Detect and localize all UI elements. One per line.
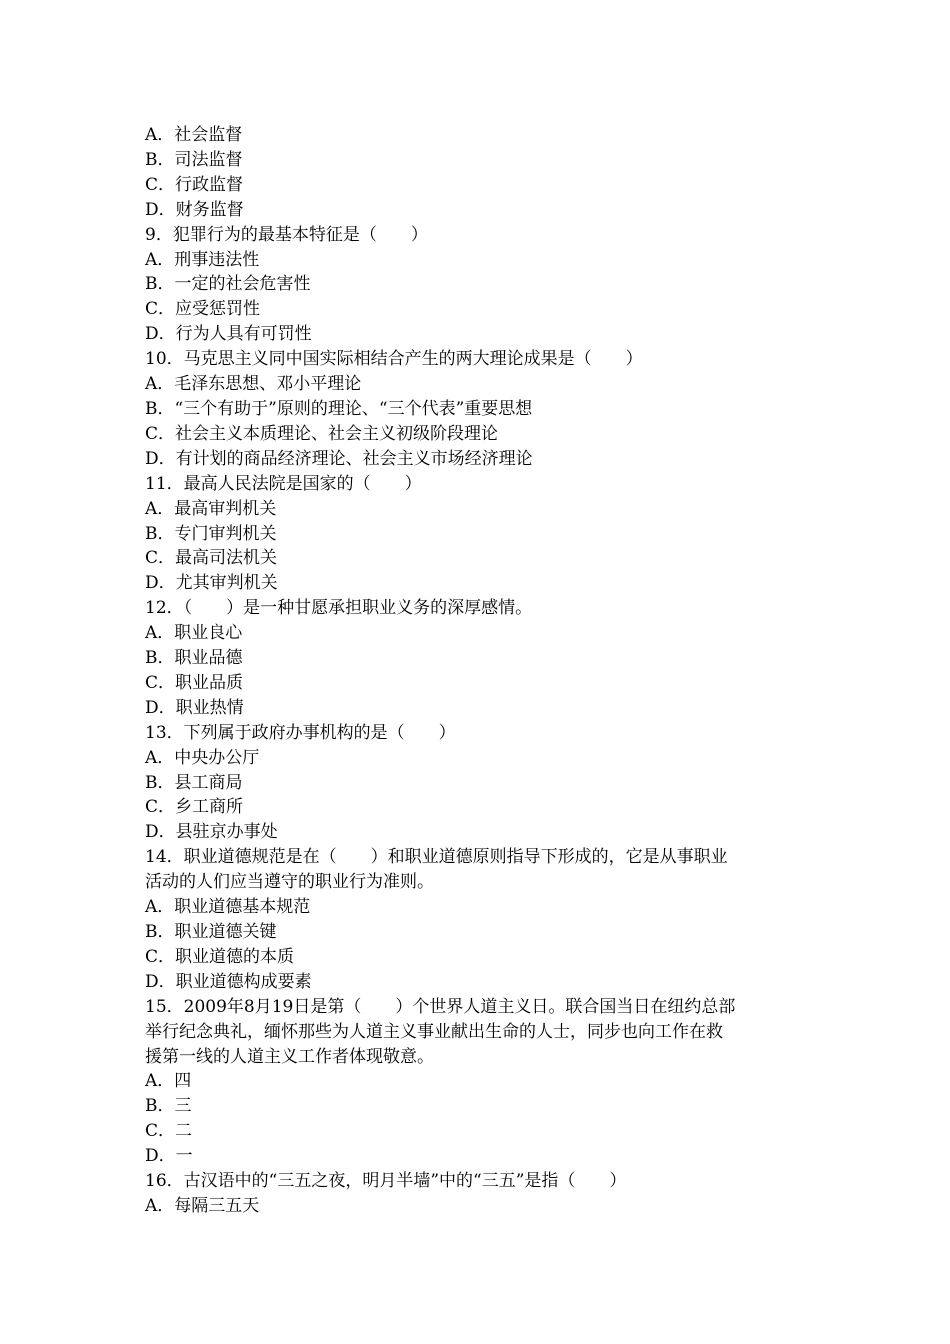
question-9 xyxy=(145,223,825,348)
option-line: A．每隔三五天 xyxy=(145,1195,260,1216)
option-line: A．职业道德基本规范 xyxy=(145,897,311,918)
option-line: D．职业道德构成要素 xyxy=(145,971,312,992)
question-stem: 9．犯罪行为的最基本特征是（ ） xyxy=(145,224,428,245)
question-15 xyxy=(145,995,825,1169)
option-line: C．职业品质 xyxy=(145,672,244,693)
question-stem: 16．古汉语中的“三五之夜，明月半墙”中的“三五”是指（ ） xyxy=(145,1171,627,1192)
question-13 xyxy=(145,721,825,846)
question-16 xyxy=(145,1169,825,1219)
option-line: B．“三个有助于”原则的理论、“三个代表”重要思想 xyxy=(145,398,533,419)
option-line: B．三 xyxy=(145,1096,192,1117)
option-line: D．行为人具有可罚性 xyxy=(145,324,312,345)
option-line: B．职业品德 xyxy=(145,648,243,669)
question-stem-continued: 举行纪念典礼，缅怀那些为人道主义事业献出生命的人士，同步也向工作在救 xyxy=(145,1021,723,1042)
option-line: A．社会监督 xyxy=(145,125,243,145)
question-stem: 13．下列属于政府办事机构的是（ ） xyxy=(145,722,456,743)
question-8-options xyxy=(145,123,825,223)
question-11 xyxy=(145,472,825,597)
option-line: D．职业热情 xyxy=(145,697,244,718)
option-line: D．县驻京办事处 xyxy=(145,822,278,843)
option-line: B．司法监督 xyxy=(145,149,243,170)
option-line: D．财务监督 xyxy=(145,199,244,220)
option-line: B．县工商局 xyxy=(145,772,243,793)
option-line: D．有计划的商品经济理论、社会主义市场经济理论 xyxy=(145,448,533,469)
question-stem: 10．马克思主义同中国实际相结合产生的两大理论成果是（ ） xyxy=(145,349,643,370)
option-line: B．职业道德关键 xyxy=(145,922,277,942)
option-line: A．毛泽东思想、邓小平理论 xyxy=(145,374,362,395)
option-line: A．最高审判机关 xyxy=(145,498,277,519)
option-line: A．四 xyxy=(145,1071,192,1092)
option-line: C．职业道德的本质 xyxy=(145,946,295,967)
option-line: C．社会主义本质理论、社会主义初级阶段理论 xyxy=(145,423,499,444)
question-stem-continued: 援第一线的人道主义工作者体现敬意。 xyxy=(145,1046,434,1067)
option-line: D．尤其审判机关 xyxy=(145,573,278,594)
question-stem: 12．（ ）是一种甘愿承担职业义务的深厚感情。 xyxy=(145,598,533,619)
option-line: D．一 xyxy=(145,1146,193,1167)
document-page xyxy=(145,123,825,1219)
option-line: C．最高司法机关 xyxy=(145,548,278,569)
question-stem: 11．最高人民法院是国家的（ ） xyxy=(145,473,422,494)
question-10 xyxy=(145,347,825,472)
option-line: A．刑事违法性 xyxy=(145,249,260,270)
question-stem: 14．职业道德规范是在（ ）和职业道德原则指导下形成的，它是从事职业 xyxy=(145,847,728,868)
option-line: A．中央办公厅 xyxy=(145,747,260,768)
question-14 xyxy=(145,845,825,994)
option-line: C．二 xyxy=(145,1121,193,1142)
option-line: B．专门审判机关 xyxy=(145,523,277,544)
option-line: C．乡工商所 xyxy=(145,797,244,818)
option-line: C．应受惩罚性 xyxy=(145,299,261,320)
question-stem: 15．2009年8月19日是第（ ）个世界人道主义日。联合国当日在纽约总部 xyxy=(145,996,736,1017)
question-12 xyxy=(145,596,825,721)
option-line: C．行政监督 xyxy=(145,174,244,195)
option-line: B．一定的社会危害性 xyxy=(145,274,311,295)
question-stem-continued: 活动的人们应当遵守的职业行为准则。 xyxy=(145,872,434,893)
option-line: A．职业良心 xyxy=(145,623,243,644)
